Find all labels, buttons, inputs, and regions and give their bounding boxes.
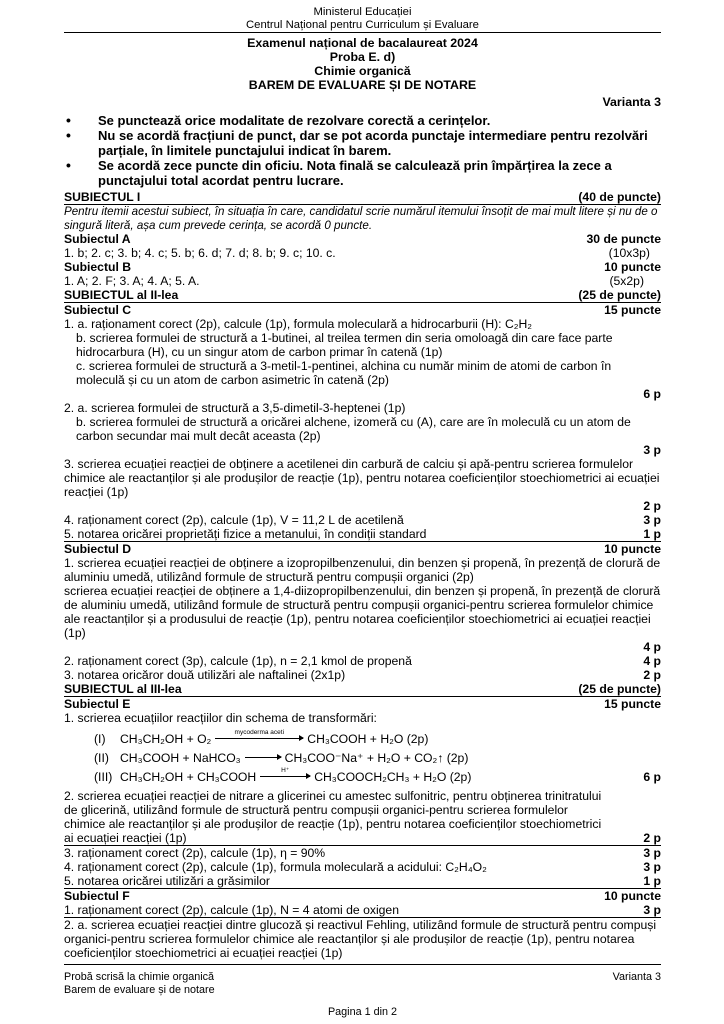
variant-label: Varianta 3: [602, 95, 661, 109]
grading-rules: [64, 113, 661, 188]
rule-item: • Nu se acordă fracțiuni de punct, dar se pot acorda punctaje intermediare pentru rezolvări parțiale, în limitele punctajului indicat în barem.: [64, 128, 661, 158]
equation-body: [94, 767, 472, 784]
item-c5-row: [64, 527, 661, 542]
subsection-title: Subiectul C: [64, 303, 132, 317]
item-points: 2 p: [643, 668, 661, 682]
item-c4: 4. raționament corect (2p), calcule (1p), V = 11,2 L de acetilenă: [64, 513, 404, 527]
item-c1c: c. scrierea formulei de structură a 3-metil-1-pentinei, alchina cu număr minim de atomi de carbon în moleculă și cu un atom de carbon asimetric în catenă (2p): [76, 359, 612, 387]
item-points: 2 p: [643, 499, 661, 513]
section-points: (25 de puncte): [578, 288, 661, 302]
subsection-b-header: [64, 260, 661, 274]
subsection-f-header: [64, 889, 661, 903]
item-points: 3 p: [643, 846, 661, 860]
ministry-name: Ministerul Educației: [313, 6, 412, 18]
page-number: Pagina 1 din 2: [327, 1006, 398, 1018]
subsection-title: Subiectul E: [64, 697, 131, 711]
item-d1a: 1. scrierea ecuației reacției de obținere a izopropilbenzenului, din benzen și propenă, în prezență de clorură de aluminiu umedă, utilizând formule de structură pentru compușii organici (2p): [64, 556, 661, 584]
barem-title: BAREM DE EVALUARE ȘI DE NOTARE: [248, 78, 477, 92]
item-e3-row: [64, 846, 661, 860]
item-d3-row: [64, 668, 661, 682]
item-d2: 2. raționament corect (3p), calcule (1p), n = 2,1 kmol de propenă: [64, 654, 412, 668]
item-points: 6 p: [643, 769, 661, 784]
item-d1b: scrierea ecuației reacției de obținere a 1,4-diizopropilbenzenului, din benzen și propenă, în prezență de clorură de aluminiu umedă, utilizând formule de structură pentru compușii organici-pentru scrierea formulelor chimice ale reactanților și a produsului de reacție (1p), pentru notarea coeficienților stoechiometrici ai ecuației reacției (1p): [64, 584, 661, 640]
item-f2a: 2. a. scrierea ecuației reacției dintre glucoză și reactivul Fehling, utilizând formule de structură pentru compuși organici-pentru scrierea formulelor chimice ale reactanților și ale produșilor de reacție (1p), pentru notarea coeficienților stoechiometrici ai ecuației reacției (1p): [64, 918, 657, 960]
item-points: 3 p: [643, 860, 661, 874]
equation-2: [64, 748, 661, 767]
subsection-points: 15 puncte: [604, 697, 661, 711]
subsection-points: 30 de puncte: [586, 232, 661, 246]
subsection-title: Subiectul B: [64, 260, 132, 274]
item-c4-row: [64, 513, 661, 527]
section-title: SUBIECTUL I: [64, 190, 141, 204]
item-points: 4 p: [643, 640, 661, 654]
score-scheme: (10x3p): [608, 246, 650, 260]
item-d3: 3. notarea oricăror două utilizări ale naftalinei (2x1p): [64, 668, 346, 682]
equation-reactants: CH₃CH₂OH + CH₃COOH: [120, 769, 257, 784]
footer-variant: Varianta 3: [612, 971, 661, 983]
item-c2a: 2. a. scrierea formulei de structură a 3,5-dimetil-3-heptenei (1p): [64, 401, 406, 415]
equation-label: (II): [94, 750, 109, 765]
item-points: 3 p: [643, 443, 661, 457]
footer-row: [64, 971, 661, 984]
equation-label: (I): [94, 731, 106, 746]
item-points: 2 p: [643, 831, 661, 845]
equation-reactants: CH₃COOH + NaHCO₃: [120, 750, 241, 765]
item-e1: 1. scrierea ecuațiilor reacțiilor din schema de transformări:: [64, 711, 377, 725]
item-c5: 5. notarea oricărei proprietăți fizice a metanului, în condiții standard: [64, 527, 427, 541]
section-3-header: [64, 682, 661, 697]
subsection-d-header: [64, 542, 661, 556]
page-footer: [64, 964, 661, 1019]
item-points: 4 p: [643, 654, 661, 668]
subsection-a-header: [64, 232, 661, 246]
section-title: SUBIECTUL al III-lea: [64, 682, 182, 696]
exam-title: Examenul național de bacalaureat 2024: [247, 36, 478, 50]
item-c1a: 1. a. raționament corect (2p), calcule (1p), formula moleculară a hidrocarburii (H): C₂H₂: [64, 317, 533, 331]
subsection-title: Subiectul D: [64, 542, 132, 556]
equation-reactants: CH₃CH₂OH + O₂: [120, 731, 212, 746]
reaction-arrow-icon: [245, 757, 281, 758]
subsection-title: Subiectul A: [64, 232, 131, 246]
equation-products: CH₃COOCH₂CH₃ + H₂O (2p): [314, 769, 472, 784]
subsection-points: 10 puncte: [604, 542, 661, 556]
reaction-arrow-icon: [260, 767, 310, 777]
proba-title: Proba E. d): [329, 50, 396, 64]
equation-3: [64, 767, 661, 786]
rule-item: • Se acordă zece puncte din oficiu. Nota finală se calculează prin împărțirea la zece a punctajului total acordat pentru lucrare.: [64, 158, 661, 188]
item-e5: 5. notarea oricărei utilizări a grăsimilor: [64, 874, 270, 888]
section-2-header: [64, 288, 661, 303]
item-points: 3 p: [643, 903, 661, 917]
subsection-points: 10 puncte: [604, 889, 661, 903]
center-name: Centrul Național pentru Curriculum și Evaluare: [64, 19, 661, 33]
item-f1-row: [64, 903, 661, 918]
subsection-points: 10 puncte: [604, 260, 661, 274]
answer-key: 1. b; 2. c; 3. b; 4. c; 5. b; 6. d; 7. d; 8. b; 9. c; 10. c.: [64, 246, 336, 260]
equation-label: (III): [94, 769, 113, 784]
section-points: (25 de puncte): [578, 682, 661, 696]
item-c1b: b. scrierea formulei de structură a 1-butinei, al treilea termen din seria omoloagă din care face parte hidrocarbura (H), cu un singur atom de carbon primar în catenă (1p): [76, 331, 613, 359]
equation-1: [64, 729, 661, 748]
item-e4-row: [64, 860, 661, 874]
subject-title: Chimie organică: [314, 64, 411, 78]
item-e3: 3. raționament corect (2p), calcule (1p), η = 90%: [64, 846, 326, 860]
reaction-arrow-icon: [215, 729, 303, 739]
subsection-points: 15 puncte: [604, 303, 661, 317]
document-page: [64, 0, 661, 960]
item-points: 3 p: [643, 513, 661, 527]
item-d2-row: [64, 654, 661, 668]
item-e2: 2. scrierea ecuației reacției de nitrare a glicerinei cu amestec sulfonitric, pentru obținerea trinitratului de glicerină, utilizând formule de structură pentru compușii organici-pentru scrierea formulelor chimice ale reactanților și ale produșilor de reacție (1p), pentru notarea coeficienților stoechiometrici ai ecuației reacției (1p): [64, 789, 602, 845]
section-1-header: [64, 190, 661, 205]
item-e2-row: [64, 789, 661, 846]
equation-products: CH₃COO⁻Na⁺ + H₂O + CO₂↑ (2p): [284, 750, 469, 765]
rule-item: • Se punctează orice modalitate de rezolvare corectă a cerințelor.: [64, 113, 661, 128]
footer-subject: Probă scrisă la chimie organică: [64, 971, 215, 983]
item-points: 1 p: [643, 527, 661, 541]
reaction-condition: mycoderma aceti: [234, 729, 285, 736]
equation-products: CH₃COOH + H₂O (2p): [307, 731, 429, 746]
item-f1: 1. raționament corect (2p), calcule (1p), N = 4 atomi de oxigen: [64, 903, 399, 917]
item-points: 1 p: [643, 874, 661, 888]
item-e5-row: [64, 874, 661, 889]
section-title: SUBIECTUL al II-lea: [64, 288, 179, 302]
item-c2b: b. scrierea formulei de structură a oricărei alchene, izomeră cu (A), care are în moleculă cu un atom de carbon secundar mai mult decât aceasta (2p): [76, 415, 631, 443]
section-1-note: Pentru itemii acestui subiect, în situația în care, candidatul scrie numărul itemului însoțit de mai mult litere și nu de o singură literă, așa cum prevede cerința, se acordă 0 puncte.: [64, 205, 658, 232]
score-scheme: (5x2p): [609, 274, 644, 288]
subsection-title: Subiectul F: [64, 889, 130, 903]
subsection-e-header: [64, 697, 661, 711]
section-points: (40 de puncte): [578, 190, 661, 204]
item-e4: 4. raționament corect (2p), calcule (1p), formula moleculară a acidului: C₂H₄O₂: [64, 860, 487, 874]
subsection-b-answers: [64, 274, 661, 288]
item-points: 6 p: [643, 387, 661, 401]
answer-key: 1. A; 2. F; 3. A; 4. A; 5. A.: [64, 274, 200, 288]
reaction-condition: H⁺: [281, 767, 290, 774]
subsection-c-header: [64, 303, 661, 317]
footer-barem: Barem de evaluare și de notare: [64, 984, 215, 996]
item-c3: 3. scrierea ecuației reacției de obținere a acetilenei din carbură de calciu și apă-pentru scrierea formulelor chimice ale reactanților și ale produșilor de reacție (1p), pentru notarea coeficienților stoechiometrici ai ecuației reacției (1p): [64, 457, 660, 499]
subsection-a-answers: [64, 246, 661, 260]
